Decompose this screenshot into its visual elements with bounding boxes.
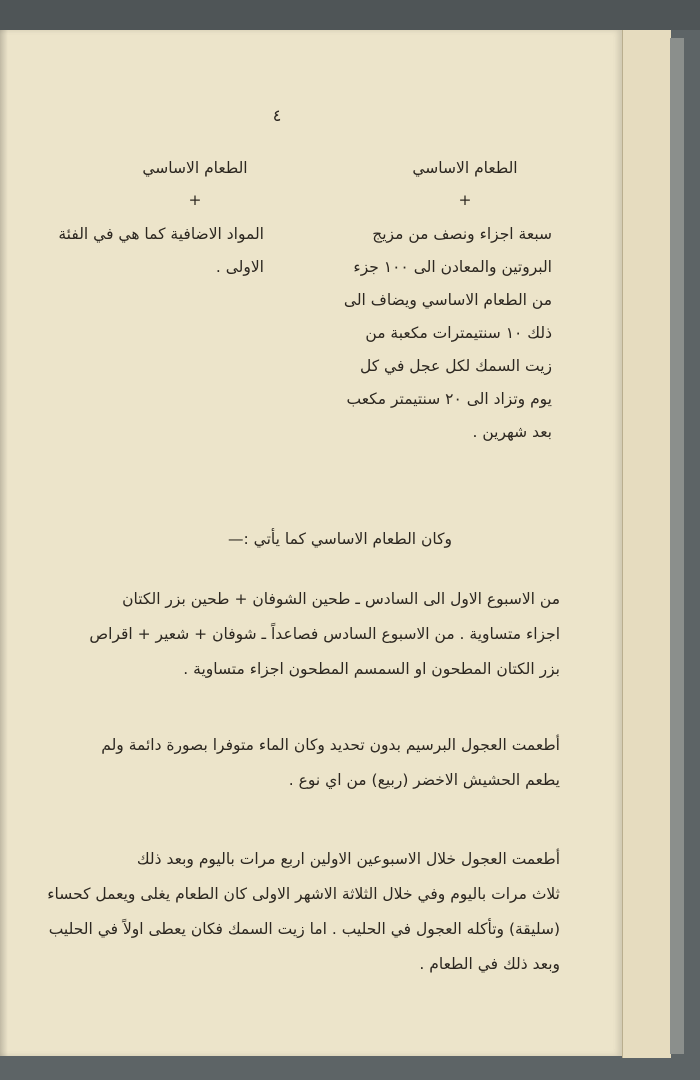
right-column-line: من الطعام الاساسي ويضاف الى [343, 291, 552, 309]
paragraph-line: وبعد ذلك في الطعام . [419, 955, 560, 973]
left-column-line: الاولى . [215, 258, 264, 276]
paragraph-line: أطعمت العجول خلال الاسبوعين الاولين اربع مرات باليوم وبعد ذلك [136, 850, 560, 868]
page-edge [622, 30, 671, 1058]
paragraph-line: (سليقة) وتأكله العجول في الحليب . اما زيت السمك فكان يعطى اولاً في الحليب [48, 920, 560, 938]
right-column-body [290, 218, 552, 449]
paragraph-line: من الاسبوع الاول الى السادس ـ طحين الشوفان + طحين بزر الكتان [122, 590, 560, 608]
binding-shadow [0, 30, 8, 1056]
book-cover-edge [670, 38, 684, 1054]
paragraph-line: ثلاث مرات باليوم وفي خلال الثلاثة الاشهر الاولى كان الطعام يغلى ويعمل كحساء [47, 885, 560, 903]
section-title: وكان الطعام الاساسي كما يأتي :— [228, 530, 452, 548]
right-column-line: زيت السمك لكل عجل في كل [360, 357, 552, 375]
paragraph-feeding-frequency [8, 842, 560, 982]
book-cover-top [0, 0, 700, 30]
paragraph-clover-water [8, 728, 560, 798]
right-column-line: البروتين والمعادن الى ١٠٠ جزء [353, 258, 552, 276]
paragraph-line: يطعم الحشيش الاخضر (ربيع) من اي نوع . [288, 771, 560, 789]
left-column-body [20, 218, 264, 284]
paragraph-line: اجزاء متساوية . من الاسبوع السادس فصاعداً ـ شوفان + شعير + اقراص [89, 625, 560, 643]
paragraph-line: أطعمت العجول البرسيم بدون تحديد وكان الماء متوفرا بصورة دائمة ولم [101, 736, 560, 754]
right-column-line: بعد شهرين . [472, 423, 552, 441]
page-number: ٤ [272, 106, 282, 125]
left-column-plus: + [188, 191, 202, 209]
paragraph-line: بزر الكتان المطحون او السمسم المطحون اجزاء متساوية . [183, 660, 560, 678]
left-column-line: المواد الاضافية كما هي في الفئة [58, 225, 264, 243]
left-column-heading: الطعام الاساسي [142, 159, 248, 177]
right-column-line: يوم وتزاد الى ٢٠ سنتيمتر مكعب [346, 390, 552, 408]
right-column-heading: الطعام الاساسي [412, 159, 518, 177]
right-column-line: سبعة اجزاء ونصف من مزيج [372, 225, 552, 243]
right-column-plus: + [458, 191, 472, 209]
right-column-line: ذلك ١٠ سنتيمترات مكعبة من [365, 324, 552, 342]
paragraph-feed-schedule [8, 582, 560, 687]
